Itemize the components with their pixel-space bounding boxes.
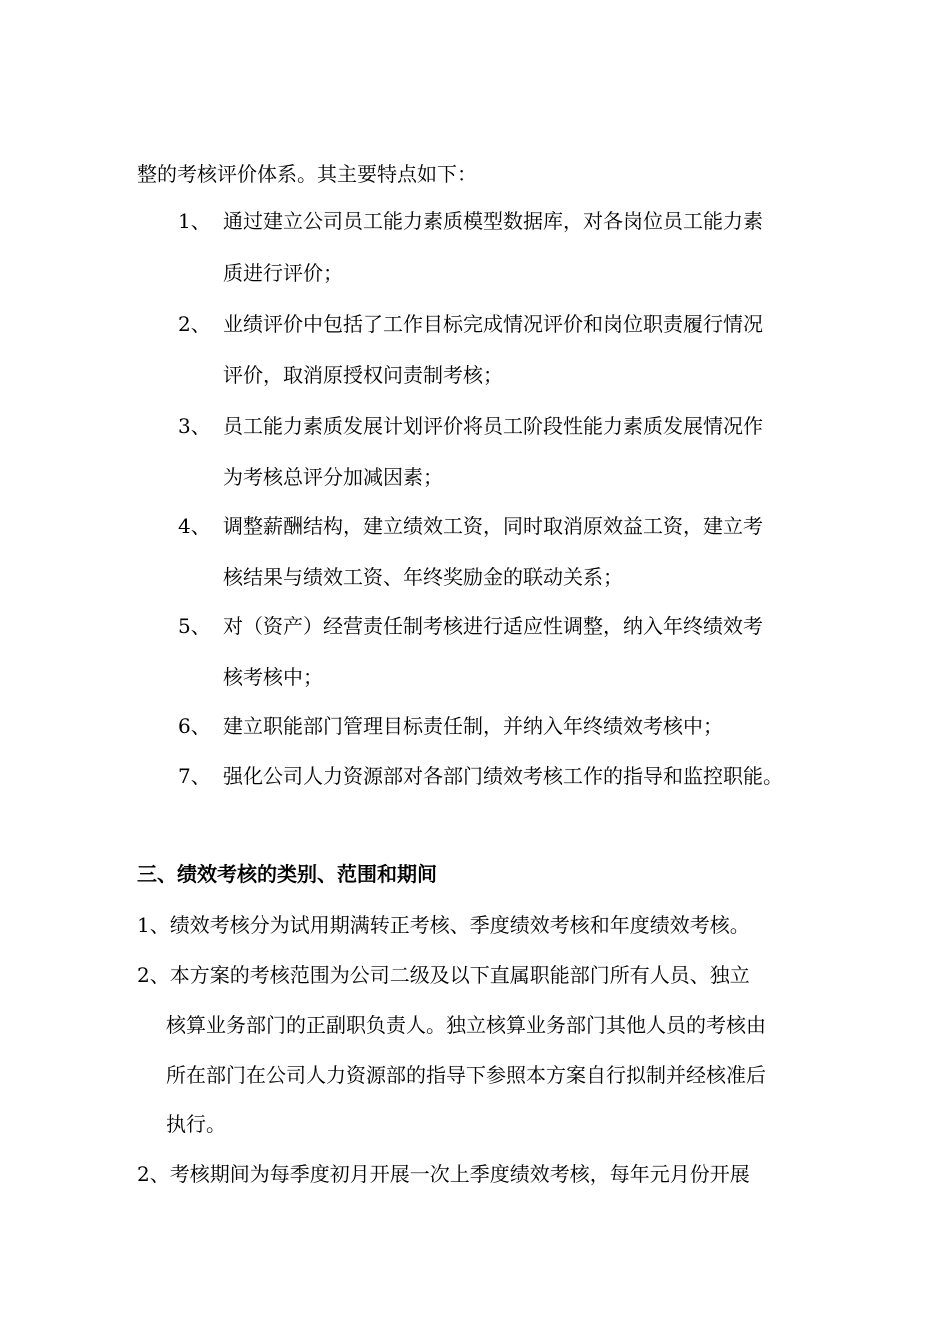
feature-text: 业绩评价中包括了工作目标完成情况评价和岗位职责履行情况	[223, 312, 763, 336]
feature-text: 建立职能部门管理目标责任制，并纳入年终绩效考核中；	[223, 714, 723, 738]
feature-number: 6、	[178, 714, 211, 738]
section-heading: 三、绩效考核的类别、范围和期间	[137, 862, 437, 886]
feature-text: 核考核中；	[223, 665, 323, 689]
feature-text: 质进行评价；	[223, 261, 343, 285]
section-item-2: 2、本方案的考核范围为公司二级及以下直属职能部门所有人员、独立	[137, 963, 750, 987]
section-item-2-cont: 执行。	[166, 1112, 226, 1136]
feature-number: 7、	[178, 764, 211, 788]
feature-text: 为考核总评分加减因素；	[223, 465, 443, 489]
feature-text: 通过建立公司员工能力素质模型数据库，对各岗位员工能力素	[223, 209, 763, 233]
section-item-2-cont: 核算业务部门的正副职负责人。独立核算业务部门其他人员的考核由	[166, 1013, 766, 1037]
intro-line: 整的考核评价体系。其主要特点如下：	[137, 162, 477, 186]
feature-text: 核结果与绩效工资、年终奖励金的联动关系；	[223, 565, 623, 589]
section-item-2-cont: 所在部门在公司人力资源部的指导下参照本方案自行拟制并经核准后	[166, 1063, 766, 1087]
section-item-1: 1、绩效考核分为试用期满转正考核、季度绩效考核和年度绩效考核。	[137, 913, 750, 937]
feature-number: 5、	[178, 614, 211, 638]
feature-text: 强化公司人力资源部对各部门绩效考核工作的指导和监控职能。	[223, 764, 783, 788]
feature-number: 3、	[178, 414, 211, 438]
feature-number: 1、	[178, 209, 211, 233]
feature-number: 4、	[178, 514, 211, 538]
feature-text: 对（资产）经营责任制考核进行适应性调整，纳入年终绩效考	[223, 614, 763, 638]
feature-text: 调整薪酬结构，建立绩效工资，同时取消原效益工资，建立考	[223, 514, 763, 538]
feature-text: 评价，取消原授权问责制考核；	[223, 363, 503, 387]
feature-text: 员工能力素质发展计划评价将员工阶段性能力素质发展情况作	[223, 414, 763, 438]
feature-number: 2、	[178, 312, 211, 336]
section-item-3: 2、考核期间为每季度初月开展一次上季度绩效考核，每年元月份开展	[137, 1162, 750, 1186]
